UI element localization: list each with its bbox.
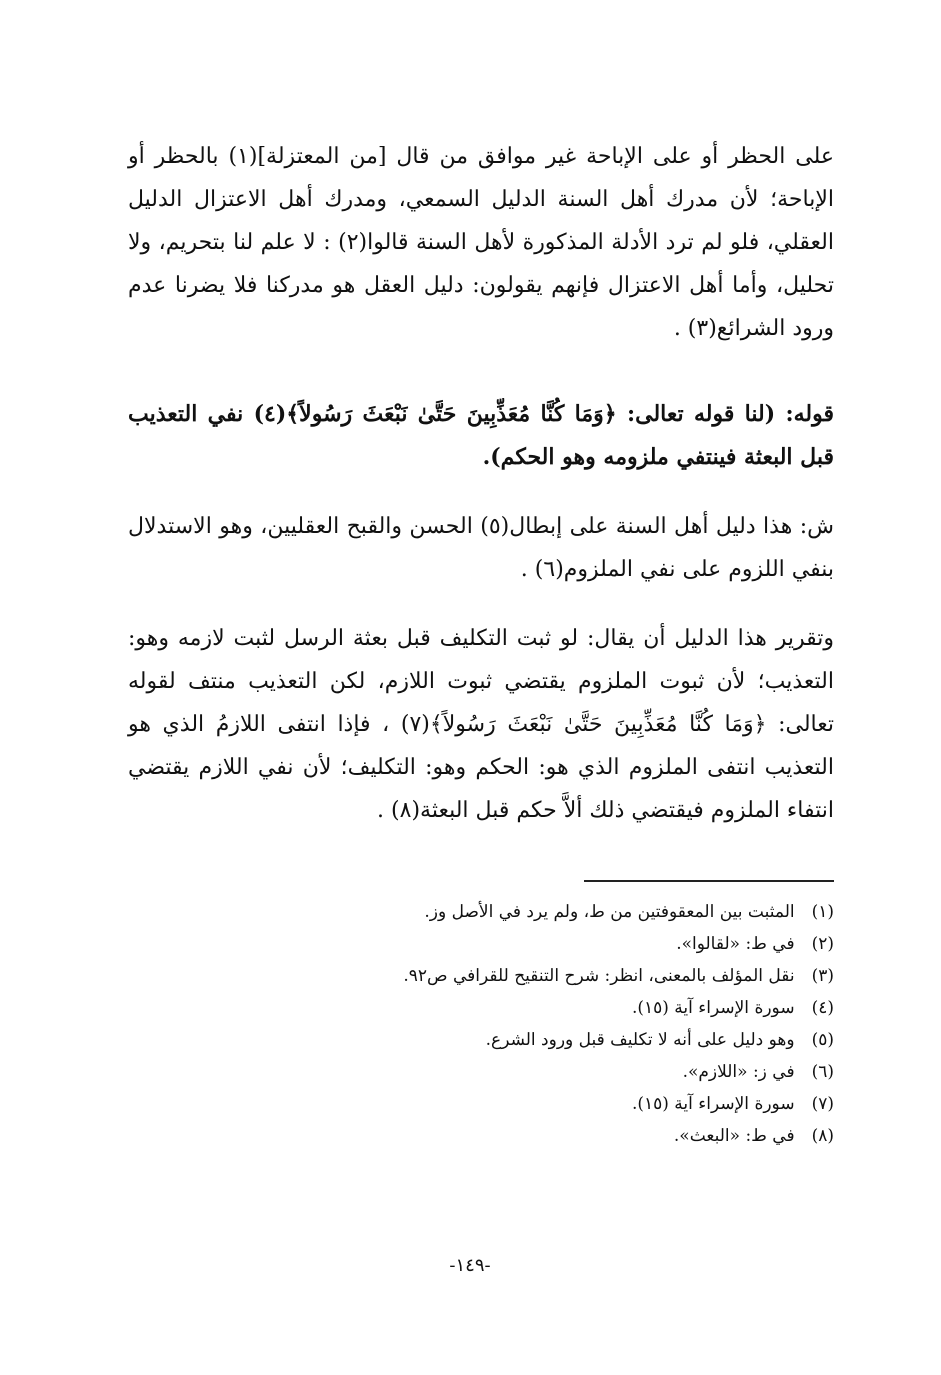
page-number: -١٤٩- xyxy=(449,1255,491,1276)
footnote-item xyxy=(300,992,834,1024)
footnote-number: (٤) xyxy=(811,998,834,1018)
paragraph-text: قوله: (لنا قوله تعالى: ﴿وَمَا كُنَّا مُعَذِّبِينَ حَتَّىٰ نَبْعَثَ رَسُولاً﴾(٤) نفي التعذيب قبل البعثة فينتفي ملزومه وهو الحكم). xyxy=(128,401,834,470)
footnote-number: (٨) xyxy=(811,1126,834,1146)
footnote-item xyxy=(300,1120,834,1152)
footnote-number: (٣) xyxy=(811,966,834,986)
footnote-number: (١) xyxy=(811,902,834,922)
paragraph-text: ش: هذا دليل أهل السنة على إبطال(٥) الحسن والقبح العقليين، وهو الاستدلال بنفي اللزوم على نفي الملزوم(٦) . xyxy=(128,514,834,582)
footnote-text: المثبت بين المعقوفتين من ط، ولم يرد في الأصل وز. xyxy=(424,902,795,922)
footnote-item xyxy=(300,1088,834,1120)
footnote-number: (٥) xyxy=(811,1030,834,1050)
footnote-text: في ط: «البعث». xyxy=(673,1126,795,1146)
footnote-text: نقل المؤلف بالمعنى، انظر: شرح التنقيح للقرافي ص٩٢. xyxy=(403,966,795,986)
footnote-text: سورة الإسراء آية (١٥). xyxy=(631,998,795,1018)
paragraph-1 xyxy=(128,135,834,350)
paragraph-4 xyxy=(128,617,834,832)
footnote-item xyxy=(300,896,834,928)
footnote-number: (٢) xyxy=(811,934,834,954)
footnote-number: (٧) xyxy=(811,1094,834,1114)
footnotes xyxy=(300,896,834,1152)
footnote-item xyxy=(300,928,834,960)
footnote-text: وهو دليل على أنه لا تكليف قبل ورود الشرع. xyxy=(485,1030,795,1050)
footnote-text: في ز: «اللازم». xyxy=(682,1062,795,1082)
footnote-number: (٦) xyxy=(811,1062,834,1082)
footnote-item xyxy=(300,1024,834,1056)
paragraph-2-quote xyxy=(128,393,834,479)
footnote-item xyxy=(300,1056,834,1088)
footnote-divider xyxy=(584,880,834,882)
paragraph-text: وتقرير هذا الدليل أن يقال: لو ثبت التكليف قبل بعثة الرسل لثبت لازمه وهو: التعذيب؛ لأن ثبوت الملزوم يقتضي ثبوت اللازم، لكن التعذيب منتف لقوله تعالى: ﴿وَمَا كُنَّا مُعَذِّبِينَ حَتَّىٰ نَبْعَثَ رَسُولاً﴾(٧) ، فإذا انتفى اللازمُ الذي هو التعذيب انتفى الملزوم الذي هو: الحكم وهو: التكليف؛ لأن نفي اللازم يقتضي انتفاء الملزوم فيقتضي ذلك ألاَّ حكم قبل البعثة(٨) . xyxy=(128,626,835,823)
footnote-item xyxy=(300,960,834,992)
footnote-text: في ط: «لقالوا». xyxy=(676,934,795,954)
footnote-text: سورة الإسراء آية (١٥). xyxy=(631,1094,795,1114)
paragraph-3 xyxy=(128,505,834,591)
paragraph-text: على الحظر أو على الإباحة غير موافق من قال [من المعتزلة](١) بالحظر أو الإباحة؛ لأن مدرك أهل السنة الدليل السمعي، ومدرك أهل الاعتزال الدليل العقلي، فلو لم ترد الأدلة المذكورة لأهل السنة قالوا(٢) : لا علم لنا بتحريم، ولا تحليل، وأما أهل الاعتزال فإنهم يقولون: دليل العقل هو مدركنا فلا يضرنا عدم ورود الشرائع(٣) . xyxy=(128,144,834,341)
